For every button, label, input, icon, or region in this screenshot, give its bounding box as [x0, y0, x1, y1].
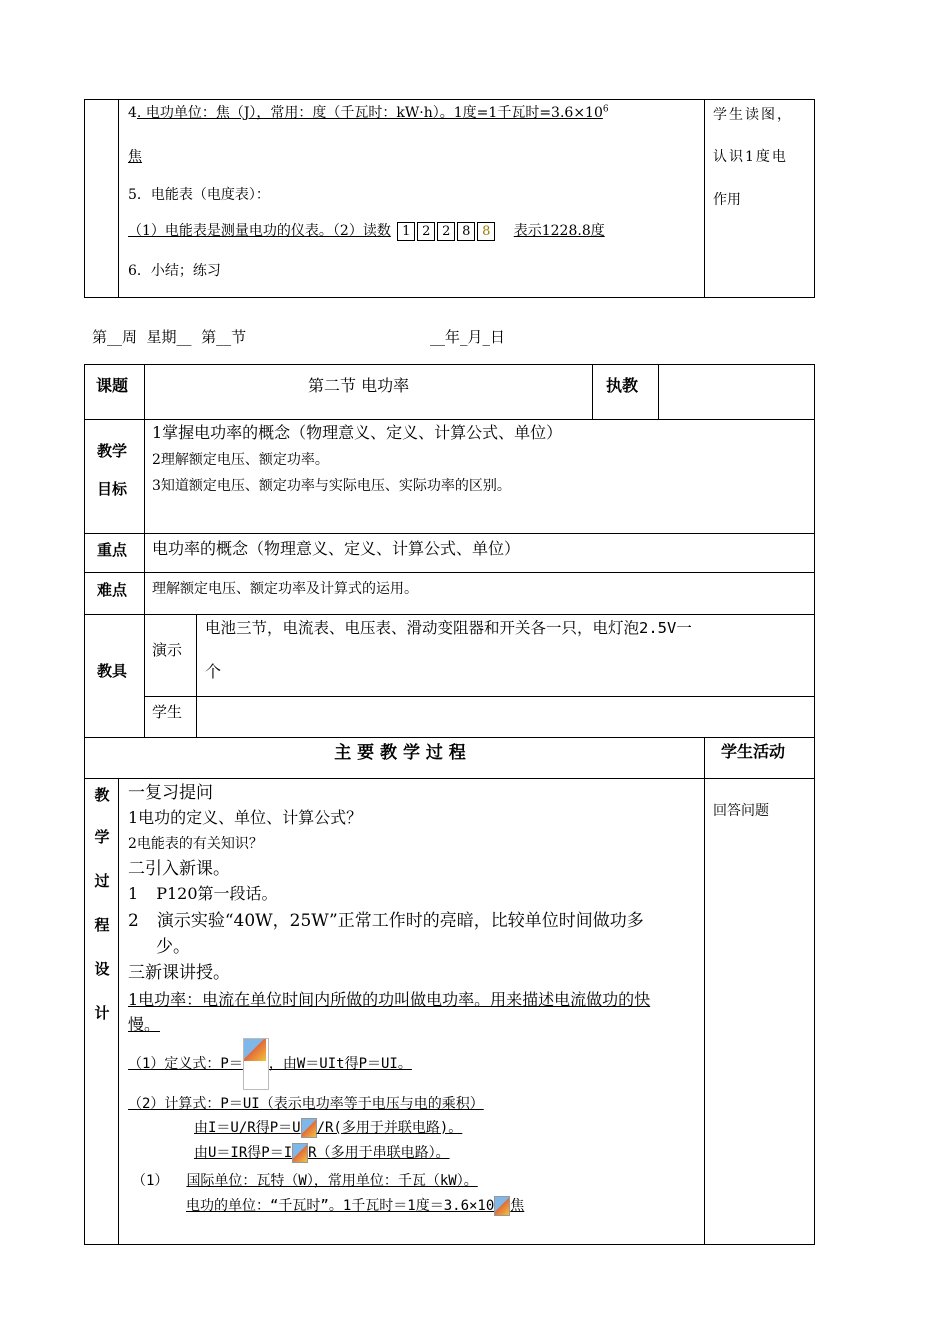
row-line — [84, 614, 815, 615]
unit-num: （1） — [132, 1173, 169, 1189]
goals-label-2: 目标 — [97, 480, 128, 498]
demo-value-2: 个 — [205, 662, 222, 681]
side-char: 计 — [94, 1004, 110, 1022]
top-line-1-text: . 电功单位：焦（J），常用：度（千瓦时：kW·h）。1度=1千瓦时=3.6×10 — [136, 105, 603, 121]
key-value: 电功率的概念（物理意义、定义、计算公式、单位） — [152, 539, 521, 558]
formula-parallel — [194, 1118, 462, 1138]
meter-reading — [397, 223, 501, 239]
formula-series-b: R（多用于串联电路）。 — [308, 1145, 450, 1161]
meter-digit: 2 — [437, 222, 455, 241]
new-heading: 三新课讲授。 — [128, 963, 230, 983]
formula-definition-b: ，由W＝UIt得P＝UI。 — [268, 1056, 412, 1072]
definition-line: 1电功率：电流在单位时间内所做的功叫做电功率。用来描述电流做功的快 — [128, 990, 651, 1009]
row-line — [84, 737, 815, 738]
top-line-1-prefix: 4 — [128, 105, 137, 121]
top-line-3 — [128, 222, 703, 241]
topic-value: 第二节 电功率 — [308, 376, 410, 395]
top-activity-2: 认识1度电 — [713, 149, 788, 165]
unit-text-1: 国际单位：瓦特（W），常用单位：千瓦（kW）。 — [186, 1173, 478, 1189]
formula-parallel-b: /R(多用于并联电路)。 — [316, 1120, 463, 1136]
top-line-1-sup: 6 — [602, 104, 609, 115]
difficulty-label: 难点 — [97, 581, 128, 599]
intro-item-1-num: 1 — [128, 884, 139, 903]
col-line — [658, 364, 659, 419]
review-q2: 2电能表的有关知识？ — [128, 836, 263, 852]
intro-item-2-num: 2 — [128, 911, 139, 931]
top-table-divider-left — [118, 99, 119, 298]
demo-value-1: 电池三节，电流表、电压表、滑动变阻器和开关各一只，电灯泡2.5V一 — [205, 619, 692, 637]
review-q1: 1电功的定义、单位、计算公式？ — [128, 808, 363, 827]
intro-heading: 二引入新课。 — [128, 859, 230, 879]
meter-digit: 8 — [457, 222, 475, 241]
formula-definition-a: （1）定义式：P＝ — [128, 1056, 243, 1072]
meter-digit: 1 — [397, 222, 415, 241]
intro-item-2-text: 演示实验“40W，25W”正常工作时的亮暗，比较单位时间做功多 — [156, 911, 644, 931]
top-activity-3: 作用 — [713, 192, 741, 208]
goals-label-1: 教学 — [97, 442, 128, 460]
tools-label: 教具 — [97, 662, 128, 680]
col-line — [704, 737, 705, 1245]
top-line-2: 5．电能表（电度表）： — [128, 187, 270, 203]
fraction-w-over-t-icon — [243, 1038, 269, 1090]
intro-item-2 — [128, 910, 644, 932]
superscript-6-icon — [494, 1196, 510, 1216]
unit-line-1 — [132, 1172, 478, 1190]
side-char: 教 — [94, 786, 110, 804]
formula-series-a: 由U＝IR得P＝I — [194, 1145, 293, 1161]
teacher-label: 执教 — [606, 376, 639, 395]
formula-series — [194, 1143, 450, 1163]
meter-digit-decimal: 8 — [477, 222, 495, 241]
row-line — [84, 533, 815, 534]
top-activity-1: 学生读图， — [713, 107, 793, 123]
row-line — [144, 696, 815, 697]
side-char: 过 — [94, 872, 110, 890]
goal-item: 1掌握电功率的概念（物理意义、定义、计算公式、单位） — [152, 423, 563, 442]
top-line-4: 6．小结；练习 — [128, 263, 221, 279]
top-line-1 — [128, 104, 703, 122]
intro-item-1-text: P120第一段话。 — [156, 884, 278, 903]
schedule-left: 第__周 星期__ 第__节 — [92, 328, 247, 346]
definition-line-cont: 慢。 — [128, 1015, 161, 1034]
key-label: 重点 — [97, 541, 128, 559]
review-heading: 一复习提问 — [128, 783, 213, 803]
side-char: 程 — [94, 916, 110, 934]
difficulty-value: 理解额定电压、额定功率及计算式的运用。 — [152, 581, 418, 597]
activity-header: 学生活动 — [721, 742, 786, 761]
superscript-2-icon — [301, 1118, 317, 1138]
unit-text-2b: 焦 — [510, 1198, 525, 1214]
row-line — [84, 419, 815, 420]
student-label: 学生 — [152, 703, 183, 721]
goal-item: 2理解额定电压、额定功率。 — [152, 452, 329, 468]
row-line — [84, 778, 815, 779]
top-table-divider-right — [704, 99, 705, 298]
top-line-3-suffix: 表示1228.8度 — [513, 223, 605, 239]
unit-text-2a: 电功的单位：“千瓦时”。1千瓦时＝1度＝3.6×10 — [186, 1198, 495, 1214]
side-char: 学 — [94, 828, 110, 846]
demo-label: 演示 — [152, 641, 183, 659]
schedule-right: __年_月_日 — [430, 328, 506, 346]
unit-line-2 — [186, 1196, 524, 1216]
superscript-2-icon — [292, 1143, 308, 1163]
process-activity: 回答问题 — [713, 803, 769, 819]
col-line — [196, 614, 197, 737]
goal-item: 3知道额定电压、额定功率与实际电压、实际功率的区别。 — [152, 478, 511, 494]
meter-digit: 2 — [417, 222, 435, 241]
intro-item-1 — [128, 884, 278, 905]
top-line-3-text: （1）电能表是测量电功的仪表。（2）读数 — [128, 223, 391, 239]
col-line — [144, 364, 145, 737]
row-line — [84, 572, 815, 573]
top-line-1-cont: 焦 — [128, 149, 142, 165]
formula-compute: （2）计算式：P＝UI（表示电功率等于电压与电的乘积） — [128, 1096, 484, 1112]
col-line — [592, 364, 593, 419]
formula-parallel-a: 由I＝U/R得P＝U — [194, 1120, 301, 1136]
intro-item-2-cont: 少。 — [156, 937, 190, 957]
side-char: 设 — [94, 960, 110, 978]
col-line — [118, 778, 119, 1245]
formula-definition — [128, 1038, 412, 1090]
process-header: 主 要 教 学 过 程 — [334, 743, 466, 763]
topic-label: 课题 — [96, 376, 129, 395]
